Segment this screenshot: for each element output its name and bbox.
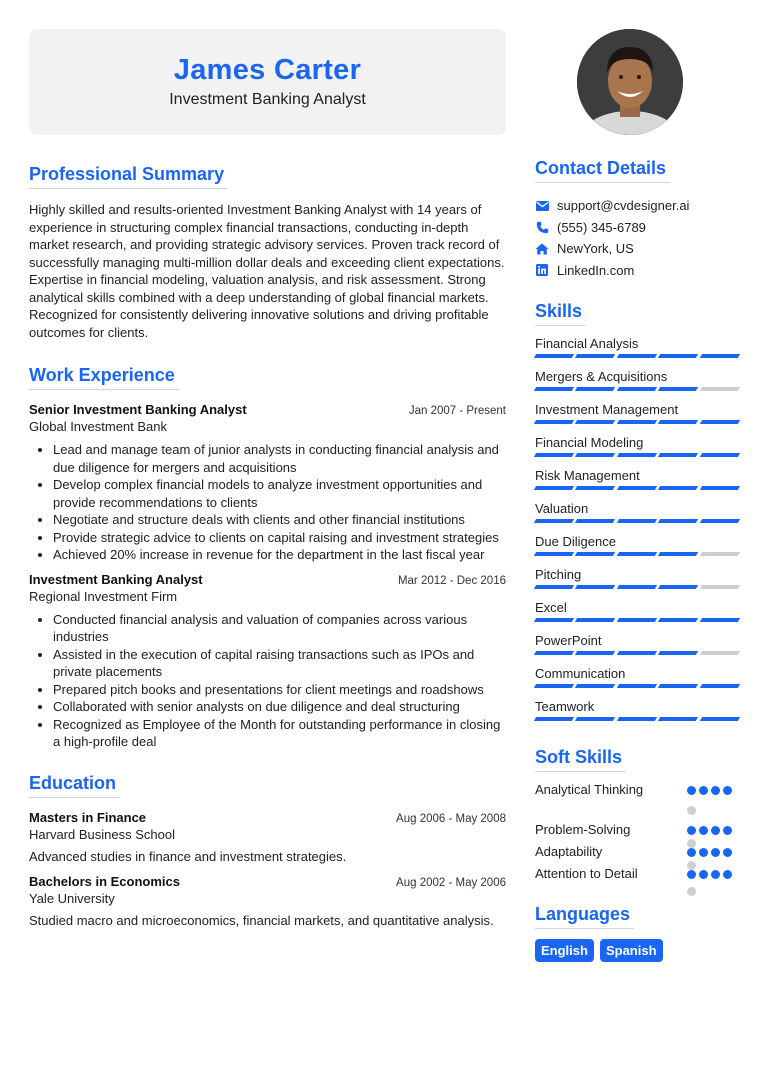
avatar-portrait-icon <box>577 29 683 135</box>
skill-rating-segment <box>658 486 699 490</box>
skill-rating-segment <box>699 651 740 655</box>
experience-heading: Work Experience <box>29 365 179 390</box>
soft-skill-dot <box>699 870 708 879</box>
skill-rating-segment <box>575 651 616 655</box>
skill-rating-segment <box>534 684 575 688</box>
skill-name: Mergers & Acquisitions <box>535 369 668 384</box>
job-company: Global Investment Bank <box>29 419 168 434</box>
skill-name: Communication <box>535 666 626 681</box>
skill-rating-segment <box>575 387 616 391</box>
skill-rating-bar <box>535 354 739 358</box>
skill-rating-segment <box>575 552 616 556</box>
skill-item <box>535 565 739 589</box>
skill-rating-bar <box>535 387 739 391</box>
right-column <box>535 158 739 962</box>
skill-rating-bar <box>535 519 739 523</box>
bullet-item: • Provide strategic advice to clients on capital raising and investment strategies <box>53 529 506 547</box>
skill-rating-segment <box>534 486 575 490</box>
soft-skill-dot <box>711 786 720 795</box>
skill-rating-segment <box>658 354 699 358</box>
education-degree: Masters in Finance <box>29 809 147 825</box>
skill-rating-segment <box>534 354 575 358</box>
education-entry <box>29 874 506 930</box>
candidate-name: James Carter <box>173 54 362 86</box>
soft-skill-rating <box>687 822 739 844</box>
skill-rating-segment <box>575 354 616 358</box>
skill-rating-segment <box>658 387 699 391</box>
header <box>29 29 506 135</box>
soft-skill-dot <box>687 870 696 879</box>
skill-name: Financial Modeling <box>535 435 644 450</box>
job-bullets <box>53 611 506 751</box>
skill-rating-segment <box>658 717 699 721</box>
skill-rating-segment <box>699 585 740 589</box>
skill-name: Valuation <box>535 501 589 516</box>
summary-text: Highly skilled and results-oriented Investment Banking Analyst with 14 years of experience in structuring complex financial transactions, conducting in-depth market research, and providing strategic advisory services. Proven track record of successfully managing multi-million dollar deals and exceeding client expectations. Expertise in financial modeling, valuation analysis, and risk assessment. Strong analytical skills combined with a deep understanding of global financial markets. Recognized for consistently delivering innovative solutions and driving profitable outcomes for clients. <box>29 202 505 340</box>
skill-rating-segment <box>575 453 616 457</box>
skill-rating-segment <box>699 420 740 424</box>
skill-rating-segment <box>658 552 699 556</box>
skill-rating-segment <box>534 552 575 556</box>
skill-rating-segment <box>534 453 575 457</box>
languages-section <box>535 904 739 962</box>
soft-skill-item <box>535 866 739 900</box>
skill-rating-segment <box>699 717 740 721</box>
skill-rating-bar <box>535 552 739 556</box>
skill-rating-segment <box>699 684 740 688</box>
soft-skill-rating <box>687 844 739 866</box>
summary-heading: Professional Summary <box>29 164 228 189</box>
education-date: Aug 2006 - May 2008 <box>396 812 506 825</box>
education-heading: Education <box>29 773 120 798</box>
bullet-item: • Achieved 20% increase in revenue for the department in the last fiscal year <box>53 546 506 564</box>
skill-rating-bar <box>535 453 739 457</box>
job-title: Senior Investment Banking Analyst <box>29 402 247 417</box>
bullet-item: • Negotiate and structure deals with clients and other financial institutions <box>53 511 506 529</box>
skill-rating-segment <box>534 651 575 655</box>
skill-item <box>535 697 739 721</box>
soft-skill-dot <box>723 786 732 795</box>
education-entry <box>29 810 506 866</box>
envelope-icon <box>535 199 549 213</box>
skill-rating-segment <box>658 585 699 589</box>
soft-skill-dot <box>723 870 732 879</box>
home-icon <box>535 242 549 256</box>
skill-rating-segment <box>534 519 575 523</box>
skill-rating-segment <box>617 717 658 721</box>
skill-rating-bar <box>535 651 739 655</box>
bullet-item: • Assisted in the execution of capital raising transactions such as IPOs and private placements <box>53 646 506 681</box>
skill-rating-segment <box>658 519 699 523</box>
soft-skill-name: Attention to Detail <box>535 866 638 881</box>
job-entry <box>29 572 506 751</box>
skill-name: PowerPoint <box>535 633 602 648</box>
education-description: Advanced studies in finance and investment strategies. <box>29 848 347 864</box>
soft-skill-dot <box>699 786 708 795</box>
experience-section <box>29 365 506 751</box>
soft-skills-heading: Soft Skills <box>535 747 626 772</box>
candidate-title: Investment Banking Analyst <box>169 91 366 108</box>
skill-rating-segment <box>617 651 658 655</box>
education-degree: Bachelors in Economics <box>29 874 180 889</box>
soft-skill-dot <box>687 887 696 896</box>
linkedin-icon <box>535 263 549 277</box>
skill-rating-bar <box>535 717 739 721</box>
skill-item <box>535 466 739 490</box>
soft-skill-item <box>535 844 739 866</box>
job-company: Regional Investment Firm <box>29 588 178 604</box>
education-school: Yale University <box>29 891 115 906</box>
left-column <box>29 164 506 930</box>
soft-skill-name: Problem-Solving <box>535 822 631 837</box>
skill-item <box>535 664 739 688</box>
skill-item <box>535 598 739 622</box>
skills-list <box>535 334 739 721</box>
skill-rating-segment <box>699 453 740 457</box>
languages-heading: Languages <box>535 904 634 929</box>
skill-rating-segment <box>617 453 658 457</box>
soft-skill-dot <box>723 848 732 857</box>
bullet-item: • Prepared pitch books and presentations for client meetings and roadshows <box>53 681 506 699</box>
skill-rating-segment <box>699 519 740 523</box>
soft-skill-dot <box>723 826 732 835</box>
skill-name: Investment Management <box>535 402 679 417</box>
soft-skill-dot <box>711 848 720 857</box>
skill-rating-segment <box>617 552 658 556</box>
skill-name: Risk Management <box>535 468 640 483</box>
contact-location-text: NewYork, US <box>557 241 634 257</box>
soft-skill-dot <box>687 786 696 795</box>
skill-rating-segment <box>617 618 658 622</box>
skill-item <box>535 334 739 358</box>
bullet-item: • Conducted financial analysis and valuation of companies across various industries <box>53 611 506 646</box>
bullet-item: • Recognized as Employee of the Month for outstanding performance in closing a high-profile deal <box>53 716 506 751</box>
skill-name: Financial Analysis <box>535 336 639 351</box>
soft-skill-dot <box>687 826 696 835</box>
skill-rating-segment <box>617 585 658 589</box>
skill-rating-segment <box>699 618 740 622</box>
skill-rating-bar <box>535 684 739 688</box>
skill-rating-segment <box>575 585 616 589</box>
skill-item <box>535 400 739 424</box>
skill-rating-segment <box>575 420 616 424</box>
education-date: Aug 2002 - May 2006 <box>396 877 506 889</box>
skill-rating-bar <box>535 420 739 424</box>
skill-rating-segment <box>617 354 658 358</box>
contact-linkedin[interactable] <box>535 260 739 282</box>
contact-phone-text: (555) 345-6789 <box>557 219 646 235</box>
skill-rating-segment <box>575 486 616 490</box>
skill-rating-segment <box>617 387 658 391</box>
skill-rating-segment <box>699 354 740 358</box>
soft-skill-rating <box>687 782 739 822</box>
bullet-item: • Develop complex financial models to analyze investment opportunities and provide recommendations to clients <box>53 476 506 511</box>
soft-skill-name: Adaptability <box>535 844 603 859</box>
education-school: Harvard Business School <box>29 826 175 842</box>
soft-skill-dot <box>699 848 708 857</box>
job-bullets <box>53 441 506 564</box>
skill-name: Pitching <box>535 567 582 582</box>
skill-rating-segment <box>699 486 740 490</box>
soft-skill-name: Analytical Thinking <box>535 782 644 797</box>
skill-rating-segment <box>575 684 616 688</box>
soft-skill-rating <box>687 866 739 900</box>
skill-rating-segment <box>658 420 699 424</box>
skill-rating-segment <box>658 453 699 457</box>
skill-name: Teamwork <box>535 699 595 714</box>
job-date: Mar 2012 - Dec 2016 <box>397 574 506 587</box>
skill-rating-bar <box>535 585 739 589</box>
contact-phone[interactable] <box>535 217 739 239</box>
skill-rating-bar <box>535 486 739 490</box>
skill-rating-segment <box>658 618 699 622</box>
skill-rating-segment <box>534 717 575 721</box>
job-title: Investment Banking Analyst <box>29 571 203 587</box>
skill-rating-segment <box>658 651 699 655</box>
skill-rating-segment <box>575 519 616 523</box>
phone-icon <box>535 220 549 234</box>
skill-rating-segment <box>699 552 740 556</box>
skill-rating-segment <box>575 618 616 622</box>
languages-list <box>535 939 739 962</box>
skill-rating-segment <box>534 420 575 424</box>
language-badge: Spanish <box>600 939 663 962</box>
soft-skill-dot <box>711 870 720 879</box>
skill-name: Due Diligence <box>535 534 616 549</box>
skill-rating-segment <box>534 618 575 622</box>
soft-skill-dot <box>687 848 696 857</box>
skill-rating-segment <box>617 684 658 688</box>
skill-name: Excel <box>535 600 567 615</box>
soft-skill-dot <box>687 806 696 815</box>
contact-email-text: support@cvdesigner.ai <box>557 198 690 214</box>
skill-rating-segment <box>617 519 658 523</box>
skill-rating-segment <box>617 486 658 490</box>
soft-skill-dot <box>699 826 708 835</box>
skills-section <box>535 301 739 721</box>
skill-rating-segment <box>658 684 699 688</box>
skill-item <box>535 532 739 556</box>
skill-rating-segment <box>534 387 575 391</box>
contact-email[interactable] <box>535 195 739 217</box>
skill-item <box>535 631 739 655</box>
skill-rating-segment <box>575 717 616 721</box>
skill-rating-segment <box>699 387 740 391</box>
contact-linkedin-text: LinkedIn.com <box>557 262 635 278</box>
skill-rating-segment <box>534 585 575 589</box>
soft-skill-item <box>535 782 739 822</box>
contact-heading: Contact Details <box>535 158 670 183</box>
skills-heading: Skills <box>535 301 586 326</box>
bullet-item: • Collaborated with senior analysts on due diligence and deal structuring <box>53 698 506 716</box>
skill-rating-bar <box>535 618 739 622</box>
summary-section <box>29 164 506 341</box>
soft-skill-dot <box>711 826 720 835</box>
skill-item <box>535 367 739 391</box>
skill-rating-segment <box>617 420 658 424</box>
contact-section <box>535 158 739 281</box>
job-entry <box>29 402 506 564</box>
skill-item <box>535 433 739 457</box>
contact-location <box>535 238 739 260</box>
soft-skill-item <box>535 822 739 844</box>
education-description: Studied macro and microeconomics, financial markets, and quantitative analysis. <box>29 913 494 928</box>
bullet-item: • Lead and manage team of junior analysts in conducting financial analysis and due diligence for mergers and acquisitions <box>53 441 506 476</box>
soft-skills-section <box>535 747 739 900</box>
profile-photo <box>577 29 683 135</box>
skill-item <box>535 499 739 523</box>
language-badge: English <box>535 939 594 962</box>
education-section <box>29 773 506 930</box>
job-date: Jan 2007 - Present <box>408 405 506 417</box>
